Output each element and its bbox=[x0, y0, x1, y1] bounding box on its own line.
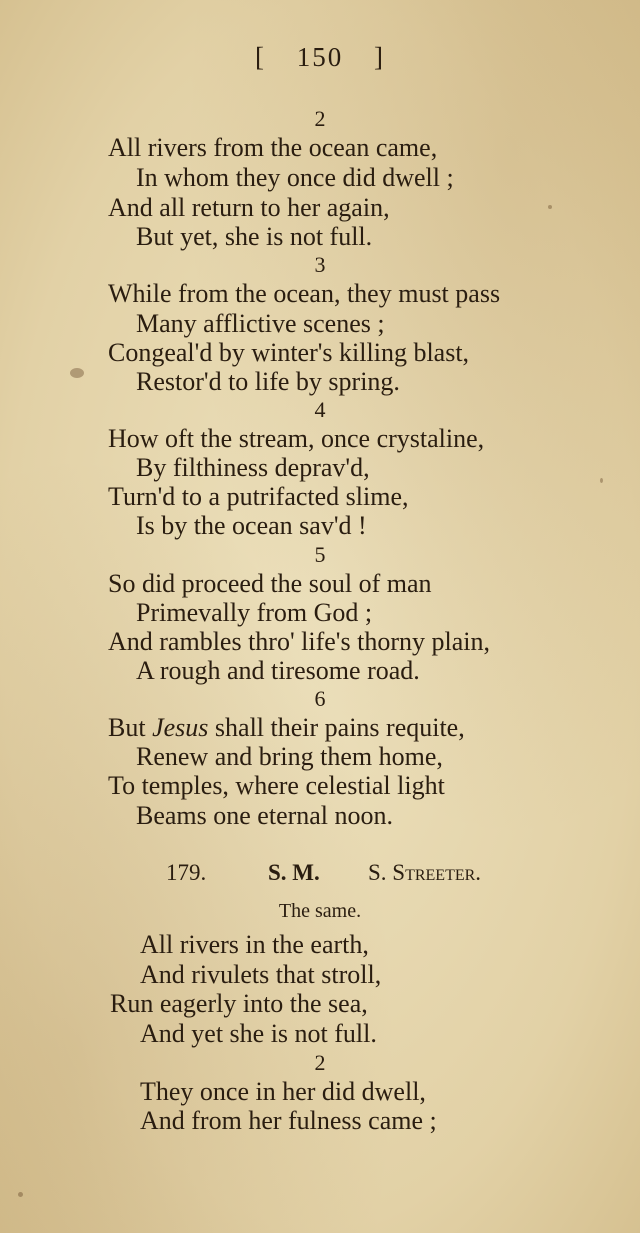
verse-text: But bbox=[108, 713, 146, 742]
verse-line: Renew and bring them home, bbox=[136, 742, 443, 771]
italic-name-jesus: Jesus bbox=[152, 713, 209, 742]
verse-line: In whom they once did dwell ; bbox=[136, 163, 454, 192]
verse-line: By filthiness deprav'd, bbox=[136, 453, 370, 482]
verse-line: Congeal'd by winter's killing blast, bbox=[108, 338, 470, 367]
verse-line: Restor'd to life by spring. bbox=[136, 367, 400, 396]
verse-line: And rambles thro' life's thorny plain, bbox=[108, 627, 490, 656]
verse-line: All rivers in the earth, bbox=[140, 930, 369, 959]
hymn-subtitle: The same. bbox=[278, 900, 362, 922]
verse-line: To temples, where celestial light bbox=[108, 771, 445, 800]
verse-line: They once in her did dwell, bbox=[140, 1077, 426, 1106]
hymn-number: 179. bbox=[166, 860, 207, 885]
verse-line: How oft the stream, once crystaline, bbox=[108, 424, 485, 453]
verse-line: A rough and tiresome road. bbox=[136, 656, 420, 685]
paper-speck bbox=[18, 1192, 23, 1197]
verse-line: But yet, she is not full. bbox=[136, 222, 373, 251]
stanza-number: 3 bbox=[314, 252, 326, 277]
hymn-meter: S. M. bbox=[268, 860, 320, 885]
hymn-heading bbox=[0, 860, 640, 894]
stanza-number: 4 bbox=[314, 397, 326, 422]
verse-text: shall their pains requite, bbox=[214, 713, 465, 742]
verse-line bbox=[108, 713, 465, 742]
verse-line: And rivulets that stroll, bbox=[140, 960, 382, 989]
verse-line: While from the ocean, they must pass bbox=[108, 279, 501, 308]
verse-line: Many afflictive scenes ; bbox=[136, 309, 385, 338]
close-bracket: ] bbox=[374, 42, 385, 72]
verse-line: Beams one eternal noon. bbox=[136, 801, 394, 830]
stanza-number: 2 bbox=[314, 1050, 326, 1075]
hymn-author: S. Streeter. bbox=[368, 860, 482, 885]
verse-line: So did proceed the soul of man bbox=[108, 569, 432, 598]
verse-line: Run eagerly into the sea, bbox=[110, 989, 368, 1018]
verse-line: Primevally from God ; bbox=[136, 598, 373, 627]
stanza-number: 6 bbox=[314, 686, 326, 711]
open-bracket: [ bbox=[255, 42, 266, 72]
verse-line: And all return to her again, bbox=[108, 193, 390, 222]
page-number: 150 bbox=[296, 42, 344, 72]
paper-speck bbox=[548, 205, 552, 209]
verse-line: Turn'd to a putrifacted slime, bbox=[108, 482, 409, 511]
verse-line: Is by the ocean sav'd ! bbox=[136, 511, 367, 540]
verse-line: And from her fulness came ; bbox=[140, 1106, 437, 1135]
verse-line: And yet she is not full. bbox=[140, 1019, 377, 1048]
verse-line: All rivers from the ocean came, bbox=[108, 133, 438, 162]
page-header bbox=[0, 42, 640, 73]
paper-speck bbox=[600, 478, 603, 483]
stanza-number: 2 bbox=[314, 106, 326, 131]
stanza-number: 5 bbox=[314, 542, 326, 567]
paper-stain bbox=[70, 368, 84, 378]
